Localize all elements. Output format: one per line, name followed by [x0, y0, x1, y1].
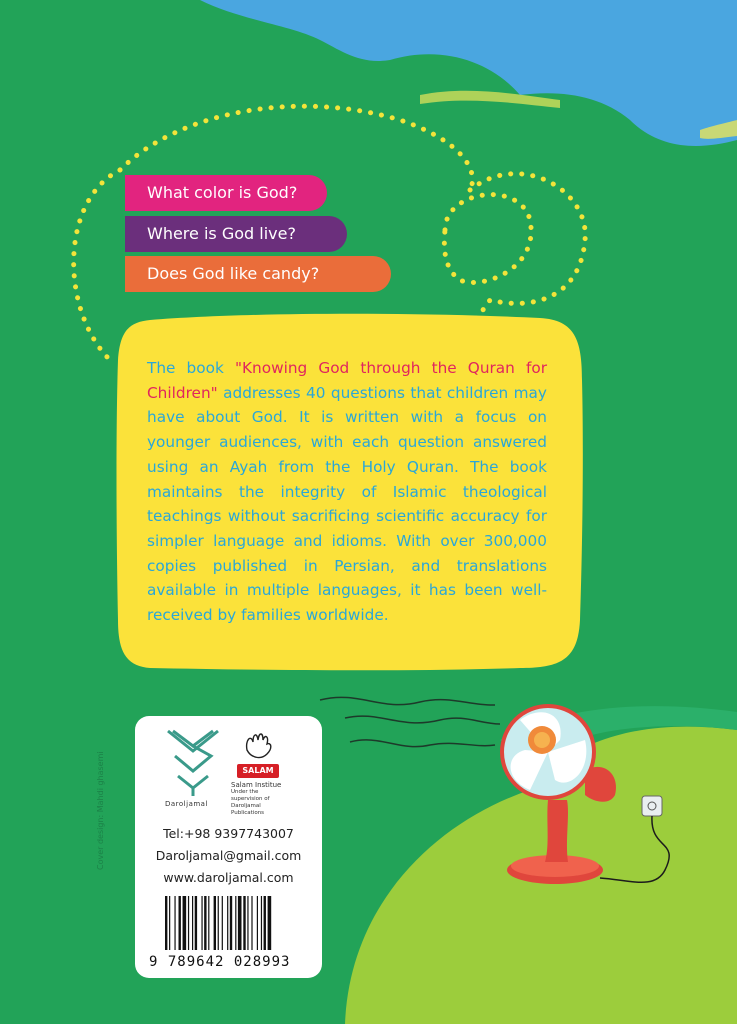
book-description: [147, 356, 547, 628]
wind-lines: [320, 697, 500, 746]
cover-credit: Cover design: Mahdi ghasemi: [96, 751, 105, 870]
salam-subtitle: Salam Institue Under the supervision of Daroljamal Publications: [231, 781, 282, 816]
question-pill-color: What color is God?: [125, 175, 327, 211]
salam-hand-icon: [243, 730, 275, 760]
publisher-email: Daroljamal@gmail.com: [155, 848, 302, 863]
isbn-number: 9 789642 028993: [149, 954, 291, 970]
question-pill-candy: Does God like candy?: [125, 256, 391, 292]
wall-socket: [642, 796, 662, 816]
book-title: "Knowing God through the Quran for Children": [147, 359, 548, 402]
sky-cloud: [200, 0, 737, 146]
salam-logo: SALAM: [237, 764, 279, 778]
question-pill-where: Where is God live?: [125, 216, 347, 252]
isbn-barcode: [165, 896, 301, 952]
description-intro: The book: [147, 359, 235, 377]
publisher-website: www.daroljamal.com: [163, 870, 294, 885]
description-body: addresses 40 questions that children may have about God. It is written with a focus on younger audiences, with each question answered using an Ayah from the Holy Quran. The book maintains the integrity of Islamic theological teachings without sacrificing scientific accuracy for simpler language and idioms. With over 300,000 copies published in Persian, and translations available in multiple languages, it has been well-received by families worldwide.: [147, 383, 547, 625]
daroljamal-logo: [163, 726, 223, 798]
publisher-phone: Tel:+98 9397743007: [163, 826, 294, 841]
publisher-card: [135, 716, 322, 978]
daroljamal-logo-label: Daroljamal: [165, 800, 208, 808]
